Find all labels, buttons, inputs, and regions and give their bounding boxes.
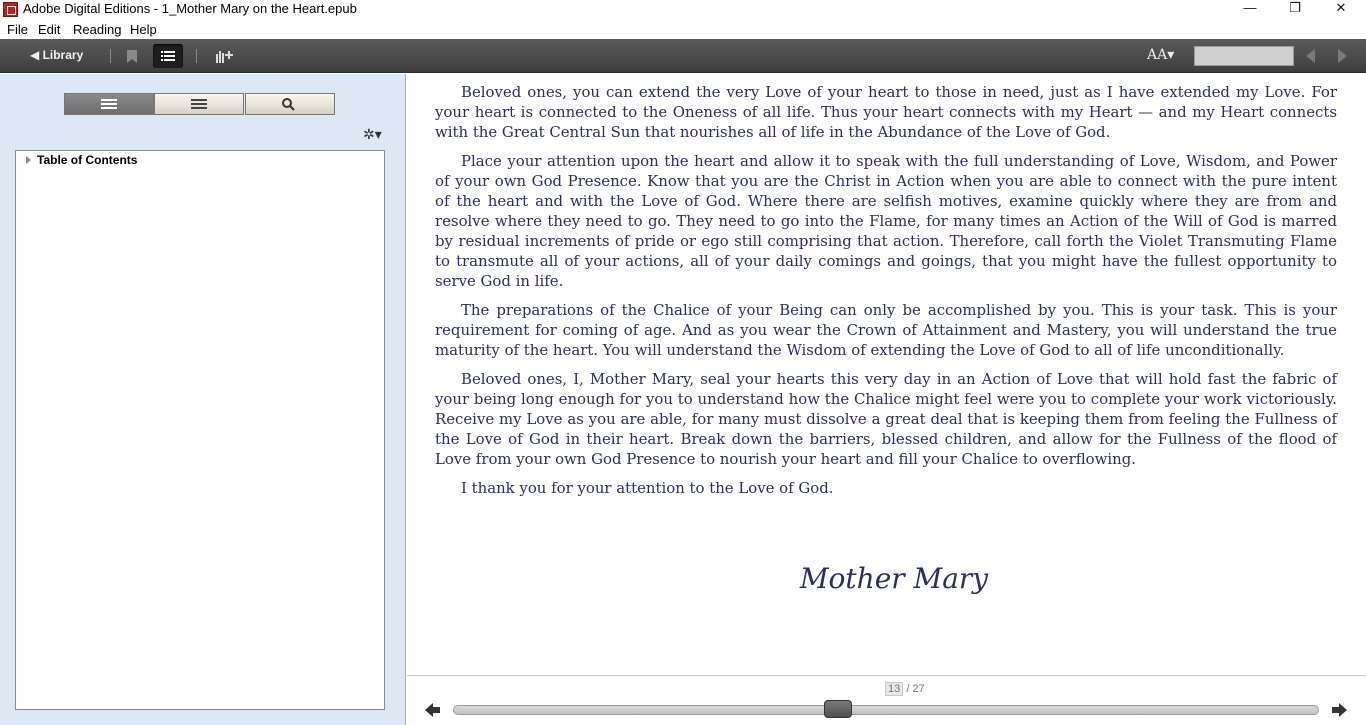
menu-reading[interactable]: Reading <box>73 22 122 37</box>
bookmark-icon[interactable] <box>117 44 147 68</box>
toc-tab[interactable] <box>64 93 154 115</box>
expand-triangle-icon[interactable] <box>26 156 31 164</box>
toc-view-icon[interactable] <box>153 44 183 68</box>
previous-page-button[interactable] <box>423 700 443 720</box>
library-button[interactable]: ◀ Library <box>30 48 84 62</box>
bookmark-list-icon <box>155 94 243 114</box>
title-bar <box>0 0 1366 20</box>
next-page-arrow-icon[interactable] <box>1338 49 1347 63</box>
list-icon <box>65 94 153 114</box>
right-arrow-icon <box>1329 700 1349 720</box>
restore-button[interactable]: ❐ <box>1289 0 1301 15</box>
menu-bar <box>0 20 1366 39</box>
left-arrow-icon <box>423 700 443 720</box>
app-icon <box>3 2 18 17</box>
page-slider-track[interactable] <box>453 705 1319 715</box>
page-navigation-bar <box>407 675 1366 725</box>
add-to-library-icon[interactable] <box>210 44 240 68</box>
toolbar-separator <box>196 49 197 63</box>
bookmarks-tab[interactable] <box>154 93 244 115</box>
page-slider-thumb[interactable] <box>824 700 852 718</box>
toolbar-separator <box>110 49 111 63</box>
paragraph: Beloved ones, you can extend the very Love of your heart to those in need, just as I have extended my Love. For your heart is connected to the Oneness of all life. Thus your heart connects with my Heart — and my Heart connects with the Great Central Sun that nourishes all of life in the Abundance of the Love of God. <box>435 83 1337 141</box>
gear-icon[interactable]: ✲▾ <box>363 126 382 142</box>
close-button[interactable]: ✕ <box>1335 0 1347 15</box>
minimize-button[interactable]: — <box>1243 0 1257 15</box>
next-page-button[interactable] <box>1329 700 1349 720</box>
paragraph: Place your attention upon the heart and allow it to speak with the full understanding of Love, Wisdom, and Power of your own God Presence. Know that you are the Christ in Action when you are able to connect with the pure intent of the heart and with the Love of God. Where there are selfish motives, examine quickly where they are from and resolve where they need to go. They need to go into the Flame, for many times an Action of the Will of God is marred by residual increments of pride or ego still comprising that action. Therefore, call forth the Violet Transmuting Flame to transmute all of your actions, all of your daily comings and goings, that you might have the fullest opportunity to serve God in life. <box>435 152 1337 290</box>
toc-panel <box>15 150 385 710</box>
menu-edit[interactable]: Edit <box>38 22 61 37</box>
reading-pane <box>407 74 1366 674</box>
menu-help[interactable]: Help <box>130 22 157 37</box>
paragraph: I thank you for your attention to the Love of God. <box>461 479 834 497</box>
book-content <box>435 82 1337 507</box>
signature: Mother Mary <box>799 562 989 595</box>
paragraph: Beloved ones, I, Mother Mary, seal your hearts this very day in an Action of Love that will hold fast the fabric of your being long enough for you to understand how the Chalice might feel were you to complete your work victoriously. Receive my Love as you are able, for many must dissolve a great deal that is keeping them from feeling the Fullness of the Love of God in their heart. Break down the barriers, blessed children, and allow for the Fullness of the flood of Love from your own God Presence to nourish your heart and fill your Chalice to overflowing. <box>435 370 1337 468</box>
toolbar <box>0 39 1366 73</box>
previous-page-arrow-icon[interactable] <box>1306 49 1315 63</box>
menu-file[interactable]: File <box>7 22 28 37</box>
total-pages: / 27 <box>906 683 925 695</box>
window-title: Adobe Digital Editions - 1_Mother Mary on the Heart.epub <box>23 1 357 16</box>
font-size-button[interactable]: AA▾ <box>1147 47 1175 63</box>
magnifier-icon <box>246 94 334 114</box>
page-indicator <box>885 682 925 696</box>
search-input[interactable] <box>1194 46 1294 66</box>
search-tab[interactable] <box>245 93 335 115</box>
current-page[interactable]: 13 <box>885 682 903 696</box>
toc-item[interactable]: Table of Contents <box>37 153 138 167</box>
paragraph: The preparations of the Chalice of your Being can only be accomplished by you. This is your task. This is your requirement for coming of age. And as you wear the Crown of Attainment and Mastery, you will understand the true maturity of the heart. You will understand the Wisdom of extending the Love of God to all of life unconditionally. <box>435 301 1337 359</box>
